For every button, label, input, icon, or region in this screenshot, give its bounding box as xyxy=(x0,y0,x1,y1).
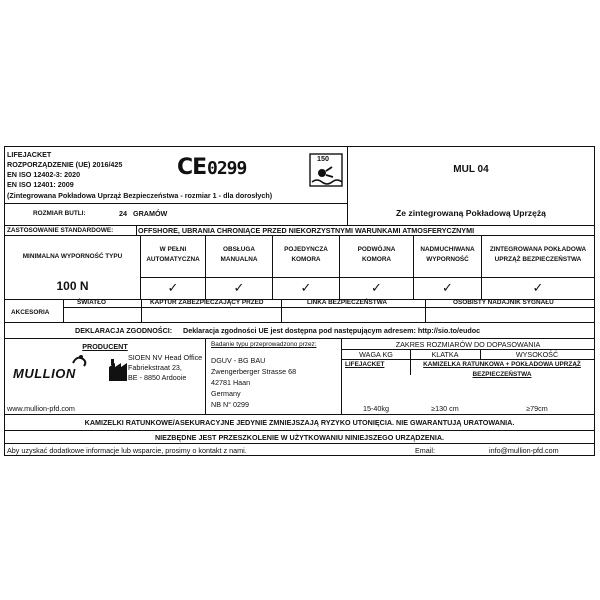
fitting-value-weight: 15-40kg xyxy=(363,404,389,413)
check-icon: ✓ xyxy=(532,280,544,295)
col-manual-1: OBSŁUGA xyxy=(223,246,255,253)
model-name: MUL 04 xyxy=(453,164,489,175)
col-inflatable-2: WYPORNOŚĆ xyxy=(426,256,469,263)
lifejacket-label xyxy=(4,146,595,456)
model-subtitle: Ze zintegrowaną Pokładową Uprzężą xyxy=(396,208,546,218)
header-line-5: (Zintegrowana Pokładowa Uprząż Bezpieczeństwa - rozmiar 1 - dla dorosłych) xyxy=(7,191,273,200)
accessories-label: AKCESORIA xyxy=(11,309,50,316)
contact-email[interactable]: info@mullion-pfd.com xyxy=(489,446,559,455)
fitting-row-harness-2: BEZPIECZEŃSTWA xyxy=(472,371,532,378)
buoyancy-150-icon xyxy=(309,153,343,187)
producer-address-2: Fabriekstraat 23, xyxy=(128,363,182,372)
testing-line-5: NB N° 0299 xyxy=(211,400,250,409)
fitting-row-harness-1: KAMIZELKA RATUNKOWA + POKŁADOWA UPRZĄŻ xyxy=(423,361,581,368)
accessory-lanyard: LINKA BEZPIECZEŃSTWA xyxy=(307,299,388,306)
producer-address-3: BE - 8850 Ardooie xyxy=(128,373,187,382)
size-unit: GRAMÓW xyxy=(133,209,168,218)
logo-wordmark: MULLION xyxy=(13,366,76,381)
check-icon: ✓ xyxy=(233,280,245,295)
notified-body-number: 0299 xyxy=(207,158,247,179)
fitting-title: ZAKRES ROZMIARÓW DO DOPASOWANIA xyxy=(395,340,541,349)
declaration-prefix: DEKLARACJA ZGODNOŚCI: xyxy=(75,326,173,335)
producer-address-1: SIOEN NV Head Office xyxy=(128,353,203,362)
col-single-chamber-1: POJEDYNCZA xyxy=(284,246,328,253)
contact-email-label: Email: xyxy=(415,446,435,455)
accessory-beacon: OSOBISTY NADAJNIK SYGNAŁU xyxy=(453,299,554,306)
check-icon: ✓ xyxy=(300,280,312,295)
col-inflatable-1: NADMUCHIWANA xyxy=(420,246,475,253)
testing-line-4: Germany xyxy=(211,389,241,398)
size-value: 24 xyxy=(119,209,127,218)
header-line-4: EN ISO 12401: 2009 xyxy=(7,180,74,189)
manufacturer-factory-icon xyxy=(109,359,127,381)
testing-line-1: DGUV - BG BAU xyxy=(211,356,266,365)
col-double-chamber-1: PODWÓJNA xyxy=(357,246,396,253)
col-single-chamber-2: KOMORA xyxy=(291,256,321,263)
fitting-row-lifejacket: LIFEJACKET xyxy=(345,361,385,368)
fitting-header-weight: WAGA KG xyxy=(359,350,393,359)
min-buoyancy-value: 100 N xyxy=(56,279,89,293)
testing-label: Badanie typu przeprowadzono przez: xyxy=(211,341,317,348)
size-label: ROZMIAR BUTLI: xyxy=(33,210,86,217)
standard-use-label: ZASTOSOWANIE STANDARDOWE: xyxy=(7,227,114,234)
warning-1: KAMIZELKI RATUNKOWE/ASEKURACYJNE JEDYNIE ZMNIEJSZAJĄ RYZYKO UTONIĘCIA. NIE GWARANTUJĄ URATOWANIA. xyxy=(84,418,515,427)
testing-line-3: 42781 Haan xyxy=(211,378,251,387)
ce-mark: CE xyxy=(177,155,207,180)
warning-2: NIEZBĘDNE JEST PRZESZKOLENIE W UŻYTKOWANIU NINIEJSZEGO URZĄDZENIA. xyxy=(154,433,445,442)
mullion-logo xyxy=(11,353,107,389)
accessory-light: ŚWIATŁO xyxy=(77,299,106,306)
fitting-value-height: ≥79cm xyxy=(526,404,548,413)
check-icon: ✓ xyxy=(167,280,179,295)
check-icon: ✓ xyxy=(442,280,453,295)
producer-website[interactable]: www.mullion-pfd.com xyxy=(7,404,75,413)
contact-text: Aby uzyskać dodatkowe informacje lub wsparcie, prosimy o kontakt z nami. xyxy=(7,446,247,455)
col-integrated-harness-1: ZINTEGROWANA POKŁADOWA xyxy=(489,246,587,253)
col-fully-automatic-2: AUTOMATYCZNA xyxy=(146,256,200,263)
standard-use-value: OFFSHORE, UBRANIA CHRONIĄCE PRZED NIEKORZYSTNYMI WARUNKAMI ATMOSFERYCZNYMI xyxy=(138,226,475,235)
producer-label: PRODUCENT xyxy=(82,342,128,351)
col-integrated-harness-2: UPRZĄŻ BEZPIECZEŃSTWA xyxy=(494,256,582,263)
accessory-hood: KAPTUR ZABEZPIECZAJĄCY PRZED xyxy=(150,299,264,306)
declaration-text: Deklaracja zgodności UE jest dostępna pod następującym adresem: http://sio.to/eudoc xyxy=(183,326,481,335)
min-buoyancy-label: MINIMALNA WYPORNOŚĆ TYPU xyxy=(22,253,123,260)
col-manual-2: MANUALNA xyxy=(220,256,258,263)
fitting-header-height: WYSOKOŚĆ xyxy=(515,350,559,359)
header-line-2: ROZPORZĄDZENIE (UE) 2016/425 xyxy=(7,160,123,169)
col-fully-automatic-1: W PEŁNI xyxy=(159,246,187,253)
header-line-1: LIFEJACKET xyxy=(7,150,52,159)
fitting-value-chest: ≥130 cm xyxy=(431,404,459,413)
col-double-chamber-2: KOMORA xyxy=(361,256,392,263)
check-icon: ✓ xyxy=(371,280,382,295)
fitting-header-chest: KLATKA xyxy=(431,350,459,359)
buoyancy-icon-value: 150 xyxy=(317,154,329,163)
header-line-3: EN ISO 12402-3: 2020 xyxy=(7,170,81,179)
testing-line-2: Zwengerberger Strasse 68 xyxy=(211,367,297,376)
